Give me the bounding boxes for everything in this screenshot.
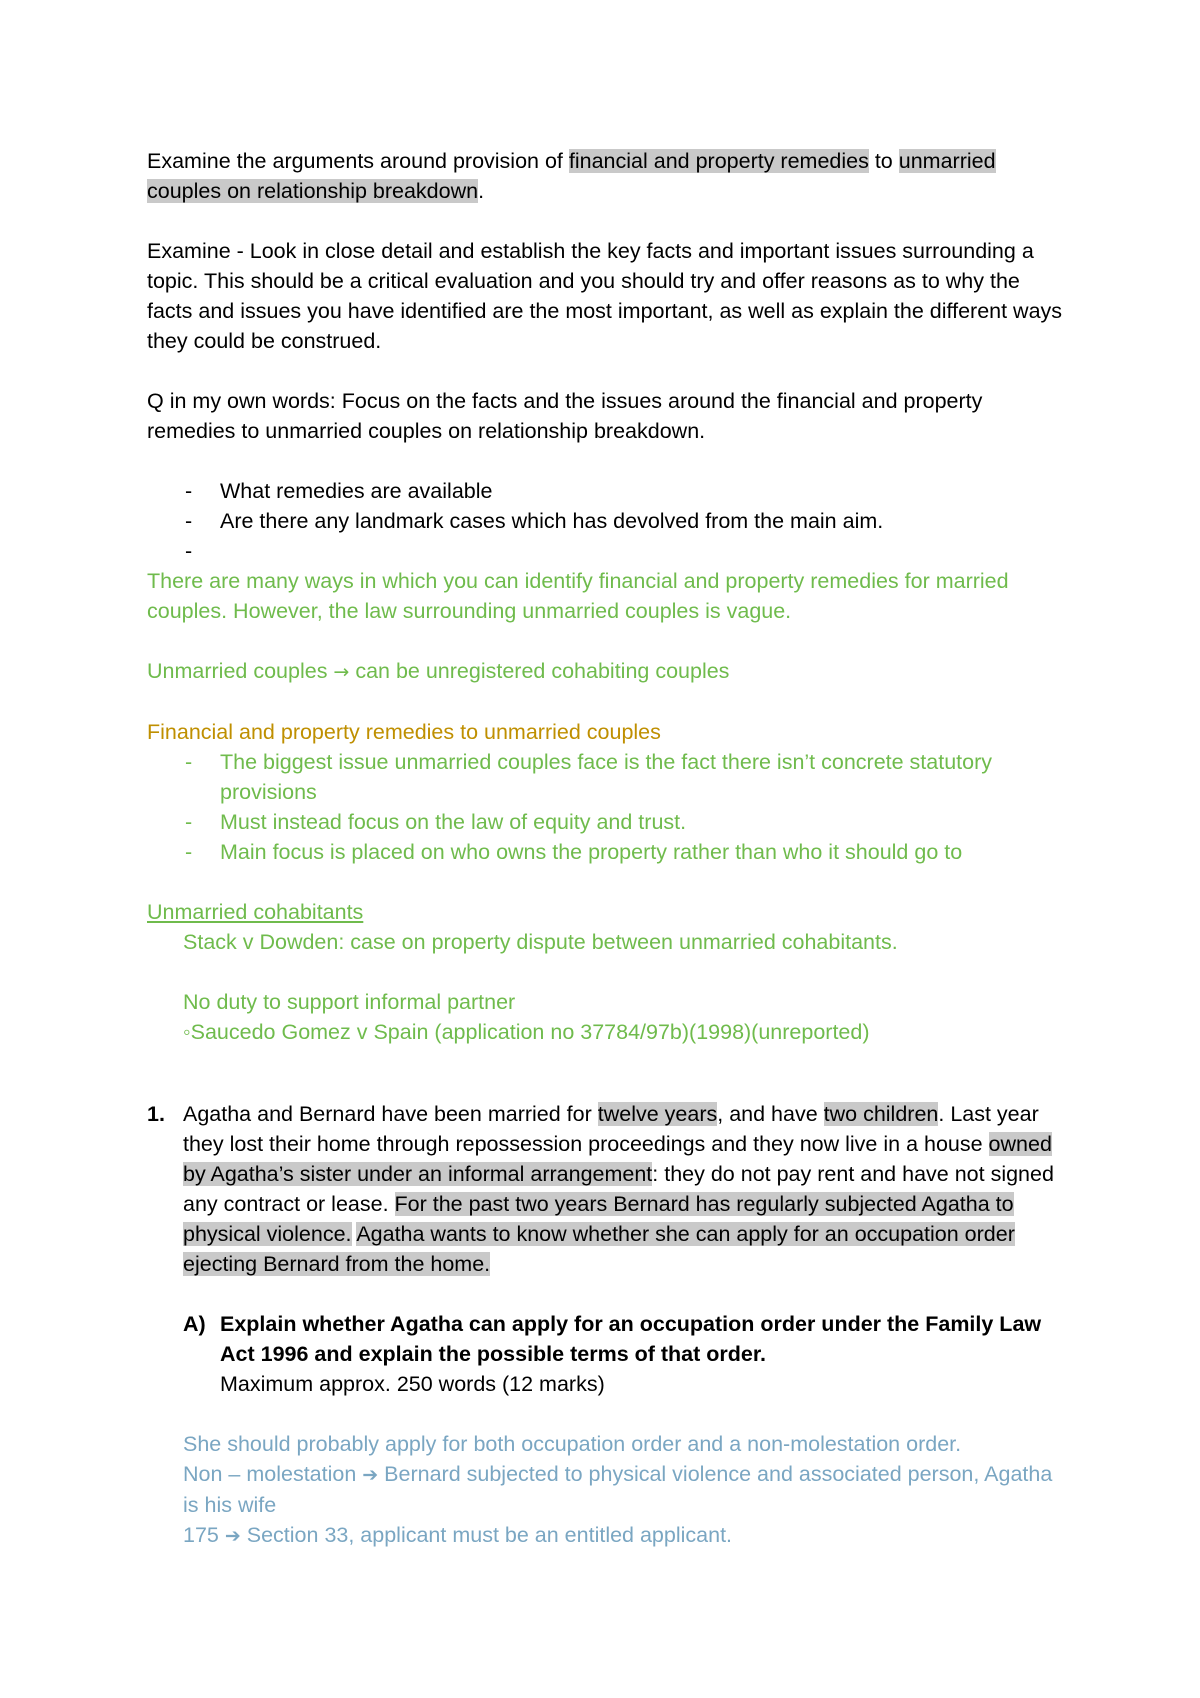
question-text: to [868,149,899,173]
highlight-informal-arrangement: owned by Agatha’s sister under an informal arrangement [183,1132,1052,1186]
arrow-icon: ➔ [224,1525,241,1547]
highlight-occupation-order: Agatha wants to know whether she can apply for an occupation order ejecting Bernard from the home. [183,1222,1015,1276]
sub-question-a [147,1309,1067,1399]
sub-question-a-text: Explain whether Agatha can apply for an occupation order under the Family Law Act 1996 and explain the possible terms of that order. [220,1312,1042,1366]
question-text: . [478,179,485,203]
arrow-icon: → [333,661,350,683]
stack-v-dowden-line: Stack v Dowden: case on property dispute between unmarried cohabitants. [183,930,898,954]
word-limit: Maximum approx. 250 words (12 marks) [220,1372,605,1396]
list-item: - What remedies are available [147,476,1067,506]
list-item: - The biggest issue unmarried couples face is the fact there isn’t concrete statutory provisions [147,747,1067,807]
highlight-two-children: two children [823,1102,939,1126]
question-1-text: Agatha and Bernard have been married for twelve years, and have two children. Last year they lost their home through repossession proceedings and they now live in a house owned by Agatha’s sister under an informal arrangement: they do not pay rent and have not signed any contract or lease. For the past two years Bernard has regularly subjected Agatha to physical violence. Agatha wants to know whether she can apply for an occupation order ejecting Bernard from the home. [183,1102,1054,1276]
list-item: - Are there any landmark cases which has devolved from the main aim. [147,506,1067,536]
own-words-paragraph: Q in my own words: Focus on the facts and the issues around the financial and property remedies to unmarried couples on relationship breakdown. [147,389,983,443]
dash-marker: - [185,750,193,774]
question-number: 1. [147,1102,165,1126]
unmarried-couples-line: Unmarried couples → can be unregistered cohabiting couples [147,659,730,683]
question-text: Examine the arguments around provision of [147,149,569,173]
arrow-icon: ➔ [362,1464,379,1486]
highlight-couples-breakdown: couples on relationship breakdown [147,179,479,203]
sub-question-marker: A) [183,1312,206,1336]
question-1 [147,1099,1067,1279]
answer-notes [147,1429,1067,1551]
dash-marker: - [185,479,193,503]
highlight-violence: For the past two years Bernard has regularly subjected Agatha to physical violence. [183,1192,1014,1246]
dash-marker: - [185,539,193,563]
list-item [147,536,1067,566]
dash-marker: - [185,840,193,864]
dash-marker: - [185,509,193,533]
bullet-list-issues [147,747,1067,867]
highlight-financial-remedies: financial and property remedies [568,149,869,173]
document-body [147,146,1067,1551]
highlight-twelve-years: twelve years [597,1102,718,1126]
financial-remedies-heading: Financial and property remedies to unmarried couples [147,720,661,744]
cohabitants-heading: Unmarried cohabitants [147,900,364,924]
highlight-unmarried: unmarried [898,149,996,173]
answer-line-3: 175 ➔ Section 33, applicant must be an entitled applicant. [183,1523,733,1547]
assignment-question [147,146,1067,206]
dash-marker: - [185,810,193,834]
green-intro-paragraph: There are many ways in which you can identify financial and property remedies for married couples. However, the law surrounding unmarried couples is vague. [147,569,1009,623]
list-item: - Must instead focus on the law of equity and trust. [147,807,1067,837]
saucedo-case-line: ◦Saucedo Gomez v Spain (application no 37784/97b)(1998)(unreported) [183,1020,870,1044]
answer-line-1: She should probably apply for both occupation order and a non-molestation order. [183,1432,962,1456]
no-duty-line: No duty to support informal partner [183,990,516,1014]
list-item: - Main focus is placed on who owns the property rather than who it should go to [147,837,1067,867]
bullet-list-questions [147,476,1067,566]
examine-definition: Examine - Look in close detail and establish the key facts and important issues surrounding a topic. This should be a critical evaluation and you should try and offer reasons as to why the facts and issues you have identified are the most important, as well as explain the different ways they could be construed. [147,239,1063,353]
answer-line-2: Non – molestation ➔ Bernard subjected to physical violence and associated person, Agatha is his wife [183,1462,1053,1517]
